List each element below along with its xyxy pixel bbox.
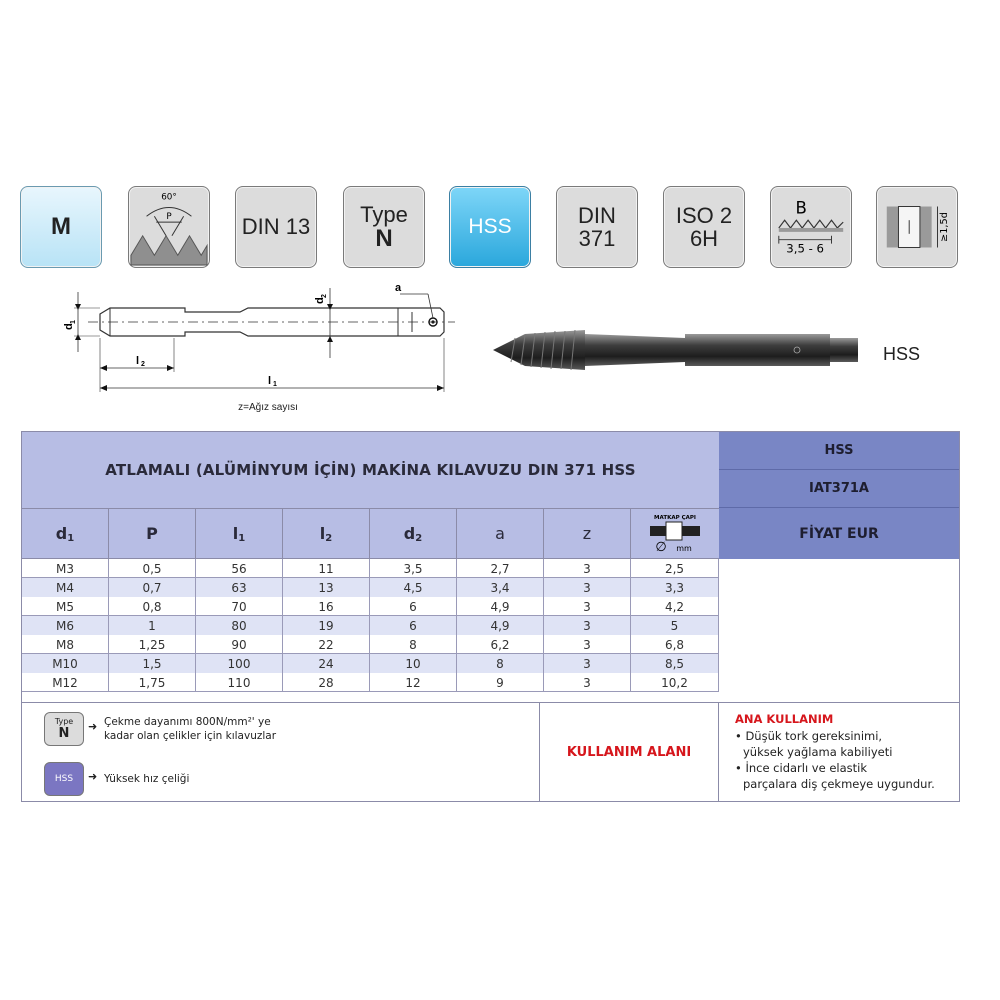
drill-header-text: MATKAP ÇAPI: [654, 514, 696, 521]
a-label: a: [395, 282, 402, 294]
iso-label-b: 6H: [689, 226, 719, 251]
drill-unit-text: mm: [676, 543, 692, 553]
l1-label: l: [268, 375, 272, 387]
d2-label: d: [314, 297, 326, 304]
property-icon-row: [0, 186, 1000, 270]
legend-block: [22, 703, 540, 802]
arrow-right-icon: ➜: [88, 720, 98, 733]
hss-label: HSS: [468, 215, 512, 238]
main-use-item: • Düşük tork gereksinimi,: [735, 729, 883, 743]
chamfer-form-icon: [770, 186, 852, 268]
type-n-icon: [343, 186, 425, 268]
pitch-text: P: [166, 212, 172, 223]
chamfer-form-text: B: [795, 198, 807, 218]
price-cell: [719, 597, 959, 616]
main-use-item: • İnce cidarlı ve elastik: [735, 761, 868, 775]
table-row: M6 1 80 19 6 4,9 3 5: [22, 616, 959, 635]
svg-text:∅: ∅: [655, 539, 667, 555]
d1-label: d: [63, 323, 75, 330]
table-row: M3 0,5 56 11 3,5 2,7 3 2,5: [22, 559, 959, 578]
thread-profile-icon: [128, 186, 210, 268]
main-use-cell: [719, 703, 959, 802]
col-p: P: [109, 509, 196, 558]
type-value: N: [375, 224, 393, 252]
depth-drawing: [877, 186, 957, 268]
price-header-block: [719, 432, 959, 559]
tolerance-icon: [663, 186, 745, 268]
metric-thread-icon: [20, 186, 102, 268]
main-use-item: parçalara diş çekmeye uygundur.: [743, 777, 935, 791]
thread-profile-drawing: [129, 186, 209, 268]
chamfer-drawing: [771, 186, 851, 268]
col-l2: l $_2$: [283, 509, 370, 558]
col-d1: d $_1$: [22, 509, 109, 558]
hss-legend-text: Yüksek hız çeliği: [104, 773, 190, 785]
flute-count-caption: z=Ağız sayısı: [238, 402, 298, 413]
table-row: M12 1,75 110 28 12 9 3 10,2: [22, 673, 959, 692]
table-title-cell: [22, 432, 719, 509]
hss-legend-icon: HSS: [44, 762, 84, 796]
main-use-item: yüksek yağlama kabiliyeti: [743, 745, 893, 759]
price-cell: [719, 673, 959, 692]
iso-label-a: ISO 2: [675, 202, 733, 228]
din13-label: DIN 13: [241, 214, 311, 240]
photo-material-label: HSS: [883, 344, 921, 364]
specification-table: [21, 431, 960, 802]
product-code-header: IAT371A: [719, 470, 959, 508]
type-n-legend-icon: Type N: [44, 712, 84, 746]
table-row: M10 1,5 100 24 10 8 3 8,5: [22, 654, 959, 673]
l2-sub-label: 2: [141, 361, 145, 368]
price-cell: [719, 559, 959, 578]
d2-sub-label: 2: [321, 294, 328, 298]
din371-label-a: DIN: [578, 202, 616, 228]
price-cell: [719, 635, 959, 654]
d1-sub-label: 1: [70, 320, 77, 324]
table-row: M4 0,7 63 13 4,5 3,4 3 3,3: [22, 578, 959, 597]
tap-dimension-drawing: [50, 280, 470, 420]
din371-label-b: 371: [578, 226, 616, 251]
col-drill-diameter: [631, 509, 719, 558]
col-l1: l $_1$: [196, 509, 283, 558]
price-cell: [719, 578, 959, 597]
type-n-legend-text: Çekme dayanımı 800N/mm²' ye kadar olan çelikler için kılavuzlar: [104, 716, 277, 742]
din13-icon: [235, 186, 317, 268]
drill-diameter-icon: [640, 512, 710, 556]
col-d2: d $_2$: [370, 509, 457, 558]
table-row: M5 0,8 70 16 6 4,9 3 4,2: [22, 597, 959, 616]
price-header: FİYAT EUR: [799, 525, 879, 542]
thread-depth-icon: [876, 186, 958, 268]
hss-icon: [449, 186, 531, 268]
usage-area-cell: [540, 703, 719, 802]
price-cell: [719, 616, 959, 635]
table-title: ATLAMALI (ALÜMİNYUM İÇİN) MAKİNA KILAVUZU DIN 371 HSS: [105, 461, 636, 479]
l1-sub-label: 1: [273, 381, 277, 388]
din371-icon: [556, 186, 638, 268]
table-row: M8 1,25 90 22 8 6,2 3 6,8: [22, 635, 959, 654]
price-cell: [719, 654, 959, 673]
col-z: z: [544, 509, 631, 558]
table-footer: [22, 702, 959, 801]
column-header-row: [22, 509, 719, 559]
material-header: HSS: [719, 432, 959, 470]
pitch-angle-text: 60°: [161, 192, 177, 203]
depth-text: ≥1,5d: [939, 212, 951, 242]
type-label: Type: [360, 201, 408, 227]
main-use-title: ANA KULLANIM: [735, 712, 834, 726]
arrow-right-icon: ➜: [88, 770, 98, 783]
l2-label: l: [136, 355, 140, 367]
usage-area-label: KULLANIM ALANI: [566, 745, 692, 760]
chamfer-range-text: 3,5 - 6: [786, 241, 824, 256]
metric-label: M: [51, 213, 71, 241]
col-a: a: [457, 509, 544, 558]
tap-photo: [485, 300, 885, 380]
